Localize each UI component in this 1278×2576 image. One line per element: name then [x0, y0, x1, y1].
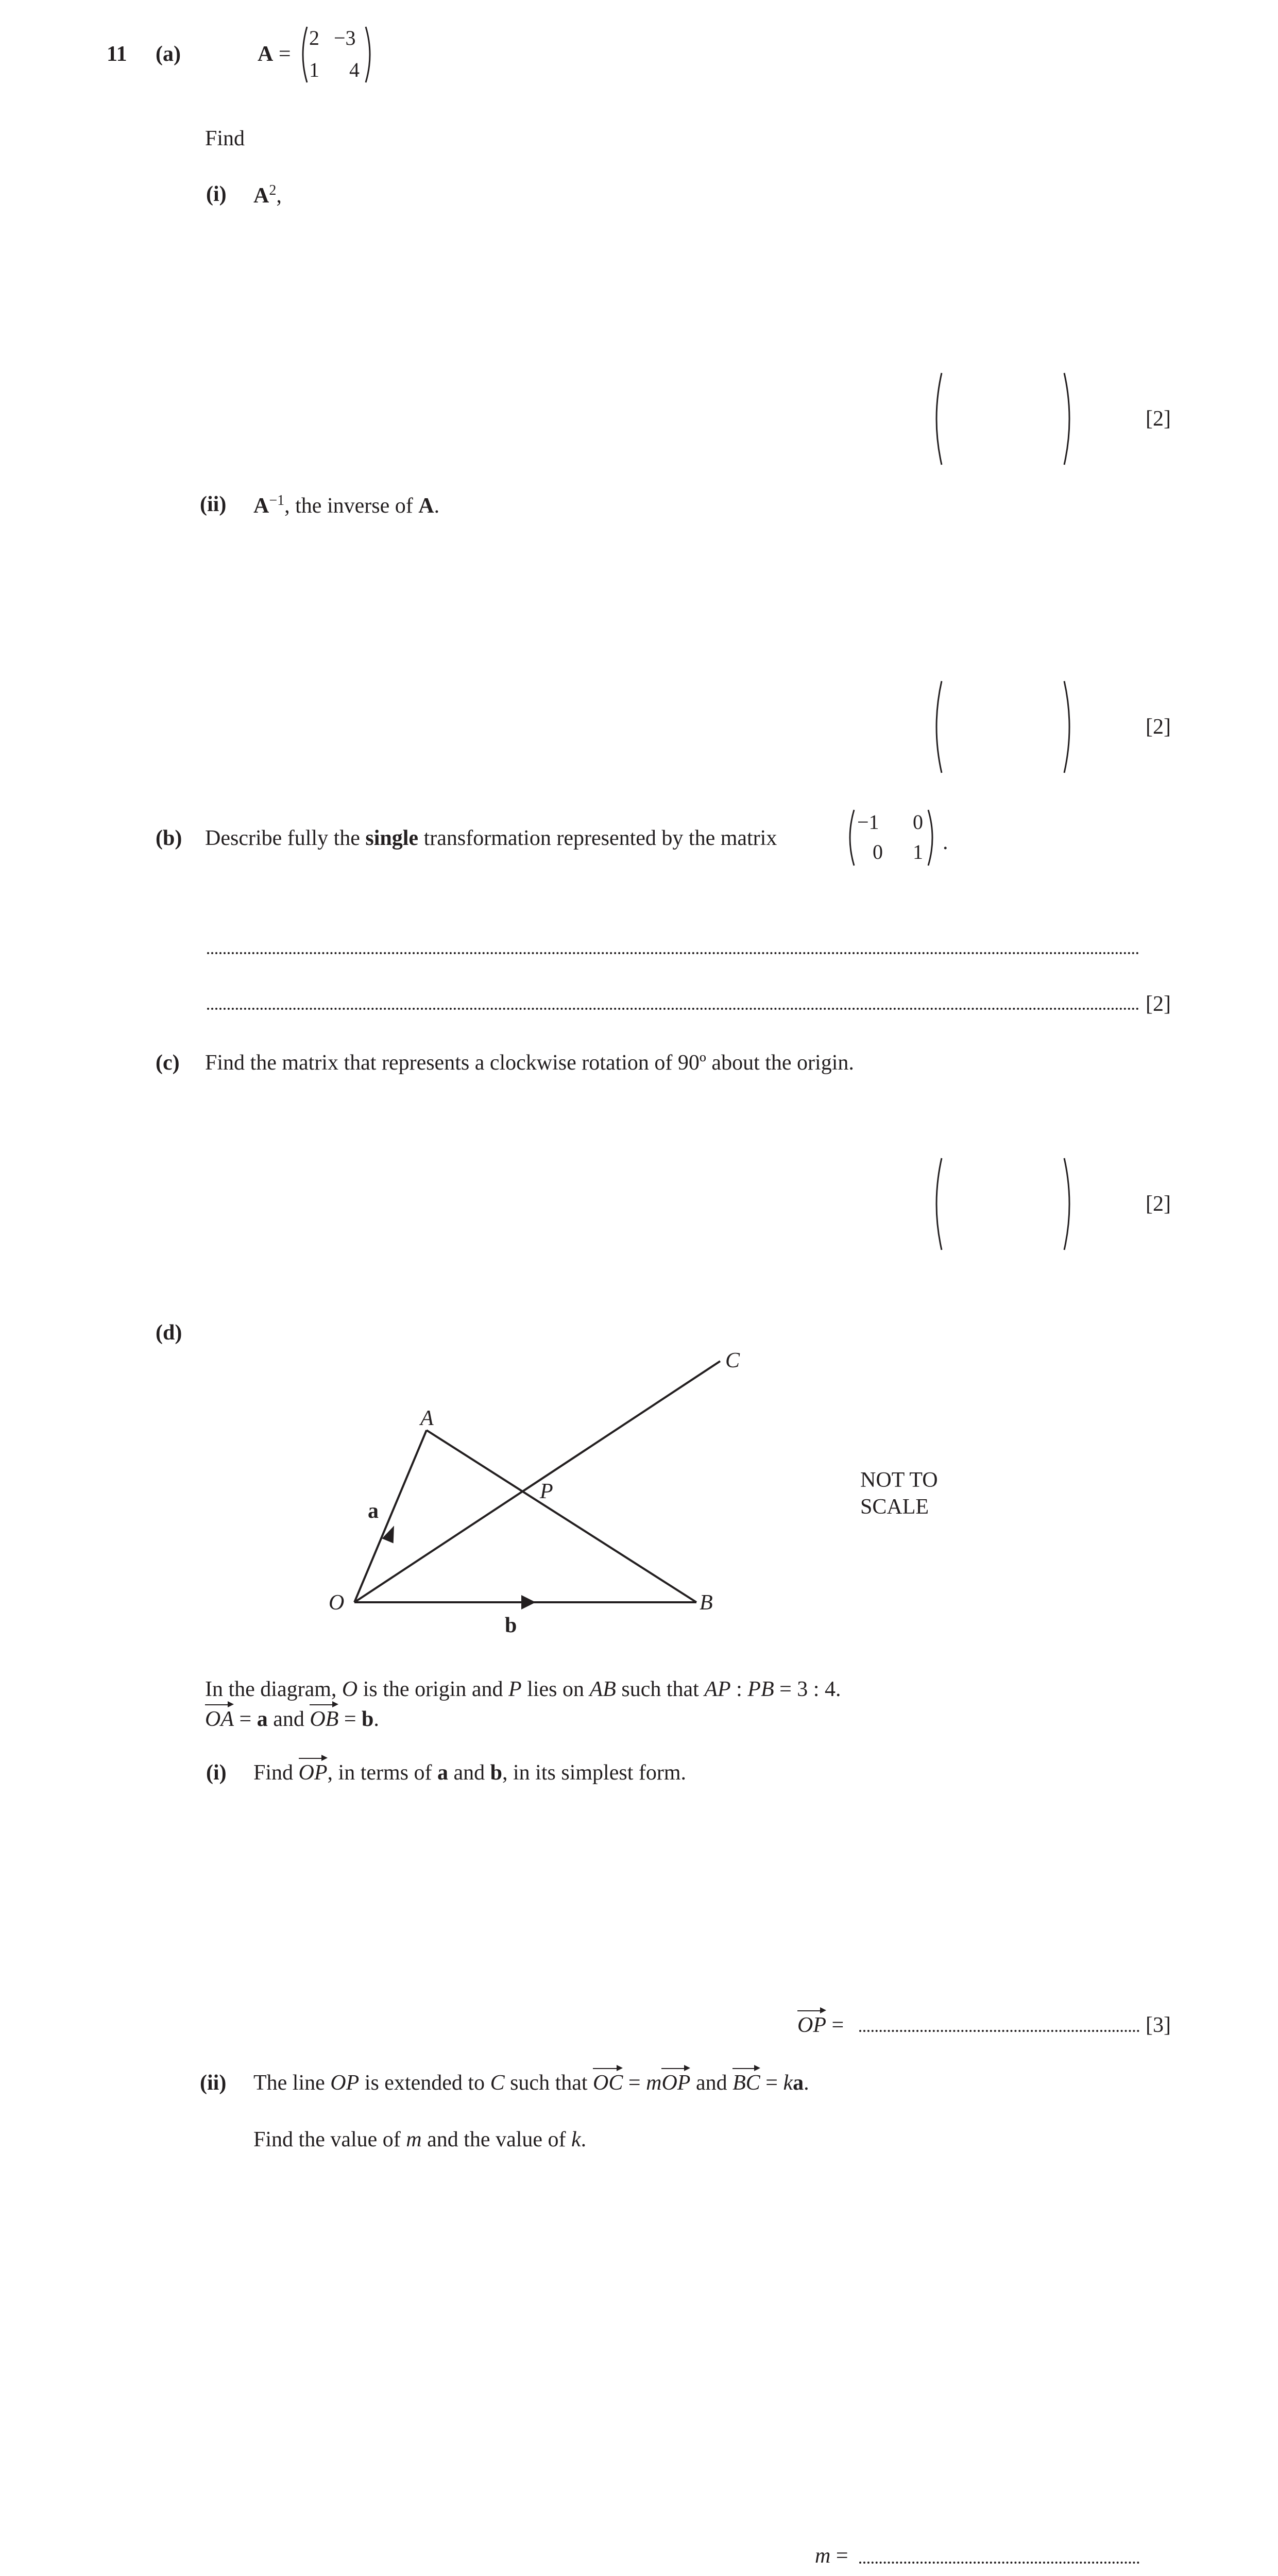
d-ii-find-2: and the value of — [421, 2128, 572, 2151]
d-ii-op: OP — [330, 2071, 360, 2095]
vector-oa: OA — [205, 1707, 234, 1731]
part-b-text-pre: Describe fully the — [205, 826, 366, 850]
part-d-i-label: (i) — [206, 1761, 227, 1785]
equals-sign: = — [278, 42, 291, 66]
intro-ratio: = 3 : 4. — [774, 1677, 841, 1701]
part-d-ii-find — [253, 2129, 586, 2150]
d-ii-m: m — [646, 2071, 662, 2095]
matrix-a-definition — [258, 43, 291, 65]
arrow-b-icon — [521, 1595, 536, 1609]
intro-ap: AP — [704, 1677, 731, 1701]
answer-matrix-a-ii[interactable] — [933, 678, 1072, 776]
part-d-ii-label: (ii) — [200, 2071, 227, 2095]
question-number: 11 — [107, 42, 127, 66]
intro-p: P — [508, 1677, 522, 1701]
answer-line-b-2[interactable] — [207, 1008, 1139, 1010]
d-ii-find-1: Find the value of — [253, 2128, 406, 2151]
matrix-a-r1c1: 2 — [309, 26, 319, 49]
a-inverse-text: , the inverse of — [284, 494, 419, 518]
mark-a-i: [2] — [1146, 407, 1171, 431]
answer-m: m — [815, 2544, 831, 2568]
part-a-i-question — [253, 183, 282, 207]
intro-text-3: lies on — [521, 1677, 590, 1701]
a-squared-tail: , — [276, 184, 282, 208]
d-ii-end: . — [804, 2071, 809, 2095]
part-d-ii-question — [253, 2072, 809, 2094]
matrix-a-r2c1: 1 — [309, 58, 319, 81]
vector-oc: OC — [593, 2071, 623, 2095]
part-d-i-question — [253, 1762, 686, 1784]
d-i-b: b — [490, 1761, 503, 1785]
answer-matrix-c[interactable] — [933, 1155, 1072, 1253]
part-c-label: (c) — [156, 1051, 180, 1075]
part-a-label: (a) — [156, 42, 181, 66]
answer-matrix-brackets — [933, 370, 1072, 468]
answer-label-m — [815, 2545, 848, 2567]
a-inverse-bold-a: A — [418, 494, 434, 518]
d-ii-and: and — [690, 2071, 733, 2095]
d-ii-text-2: is extended to — [359, 2071, 490, 2095]
answer-line-m[interactable] — [859, 2562, 1139, 2564]
answer-op-eq: = — [826, 2013, 844, 2037]
matrix-a-r1c2: −3 — [334, 26, 356, 49]
a-squared-base: A — [253, 184, 269, 208]
point-label-b: B — [700, 1591, 713, 1615]
d-ii-eq-1: = — [623, 2071, 646, 2095]
mark-d-i: [3] — [1146, 2013, 1171, 2037]
vectors-and: and — [267, 1707, 310, 1731]
answer-line-op[interactable] — [859, 2030, 1139, 2032]
answer-matrix-a-i[interactable] — [933, 370, 1072, 468]
d-ii-a: a — [793, 2071, 804, 2095]
a-inverse-exponent: −1 — [269, 493, 285, 509]
part-d-label: (d) — [156, 1321, 182, 1345]
intro-text-4: such that — [616, 1677, 705, 1701]
part-b-label: (b) — [156, 826, 182, 850]
answer-label-op — [797, 2014, 844, 2036]
answer-vector-op: OP — [797, 2013, 826, 2037]
vector-op-2: OP — [661, 2071, 691, 2095]
d-ii-eq-2: = — [760, 2071, 783, 2095]
intro-pb: PB — [747, 1677, 774, 1701]
vector-label-b: b — [505, 1614, 517, 1637]
intro-text-1: In the diagram, — [205, 1677, 342, 1701]
vectors-definition — [205, 1708, 379, 1730]
part-d-intro — [205, 1679, 841, 1700]
line-oa — [354, 1430, 427, 1602]
answer-line-b-1[interactable] — [207, 952, 1139, 954]
a-inverse-base: A — [253, 494, 269, 518]
vector-op: OP — [298, 1761, 328, 1785]
answer-matrix-brackets — [933, 678, 1072, 776]
part-b-bold: single — [365, 826, 419, 850]
triangle-diagram — [309, 1340, 824, 1659]
point-label-p: P — [540, 1480, 553, 1503]
matrix-b-r2c1: 0 — [873, 840, 883, 863]
d-ii-find-end: . — [581, 2128, 587, 2151]
d-i-and: and — [448, 1761, 490, 1785]
vector-bc: BC — [732, 2071, 760, 2095]
d-ii-find-k: k — [571, 2128, 581, 2151]
point-label-a: A — [420, 1406, 434, 1430]
line-ab — [427, 1430, 696, 1602]
mark-c: [2] — [1146, 1192, 1171, 1216]
part-b-end: . — [943, 831, 948, 854]
vectors-eq-1: = — [234, 1707, 257, 1731]
part-a-i-label: (i) — [206, 182, 227, 206]
d-i-mid: , in terms of — [327, 1761, 437, 1785]
not-to-scale-line1: NOT TO — [860, 1468, 938, 1492]
intro-colon: : — [730, 1677, 748, 1701]
answer-matrix-brackets — [933, 1155, 1072, 1253]
mark-b: [2] — [1146, 992, 1171, 1016]
intro-text-2: is the origin and — [357, 1677, 509, 1701]
d-ii-c: C — [490, 2071, 505, 2095]
vectors-eq-2: = — [338, 1707, 362, 1731]
point-label-o: O — [329, 1591, 345, 1615]
vector-label-a: a — [368, 1499, 379, 1523]
part-c-question: Find the matrix that represents a clockwise rotation of 90º about the origin. — [205, 1051, 854, 1075]
point-label-c: C — [725, 1349, 740, 1372]
line-oc — [354, 1361, 720, 1602]
a-squared-exponent: 2 — [269, 182, 277, 198]
d-i-tail: , in its simplest form. — [502, 1761, 687, 1785]
matrix-name: A — [258, 42, 274, 66]
d-i-a: a — [437, 1761, 448, 1785]
part-b-question — [205, 827, 777, 849]
vector-ob: OB — [310, 1707, 339, 1731]
part-a-ii-question — [253, 494, 439, 517]
d-ii-find-m: m — [406, 2128, 422, 2151]
intro-o: O — [342, 1677, 358, 1701]
part-a-ii-label: (ii) — [200, 493, 227, 516]
vectors-end: . — [373, 1707, 379, 1731]
a-inverse-end: . — [434, 494, 440, 518]
d-ii-k: k — [783, 2071, 793, 2095]
answer-m-eq: = — [830, 2544, 848, 2568]
intro-ab: AB — [589, 1677, 616, 1701]
part-b-text-post: transformation represented by the matrix — [418, 826, 777, 850]
matrix-b — [846, 807, 939, 869]
find-label: Find — [205, 127, 245, 150]
matrix-a — [298, 24, 375, 86]
matrix-b-r1c1: −1 — [857, 810, 879, 834]
arrow-a-icon — [382, 1523, 400, 1544]
d-ii-text-3: such that — [504, 2071, 593, 2095]
vectors-b: b — [362, 1707, 374, 1731]
matrix-b-r1c2: 0 — [913, 810, 923, 834]
not-to-scale-line2: SCALE — [860, 1495, 929, 1519]
matrix-a-r2c2: 4 — [349, 58, 360, 81]
vectors-a: a — [257, 1707, 268, 1731]
mark-a-ii: [2] — [1146, 715, 1171, 739]
d-ii-text-1: The line — [253, 2071, 331, 2095]
matrix-b-r2c2: 1 — [913, 840, 923, 863]
d-i-find: Find — [253, 1761, 299, 1785]
